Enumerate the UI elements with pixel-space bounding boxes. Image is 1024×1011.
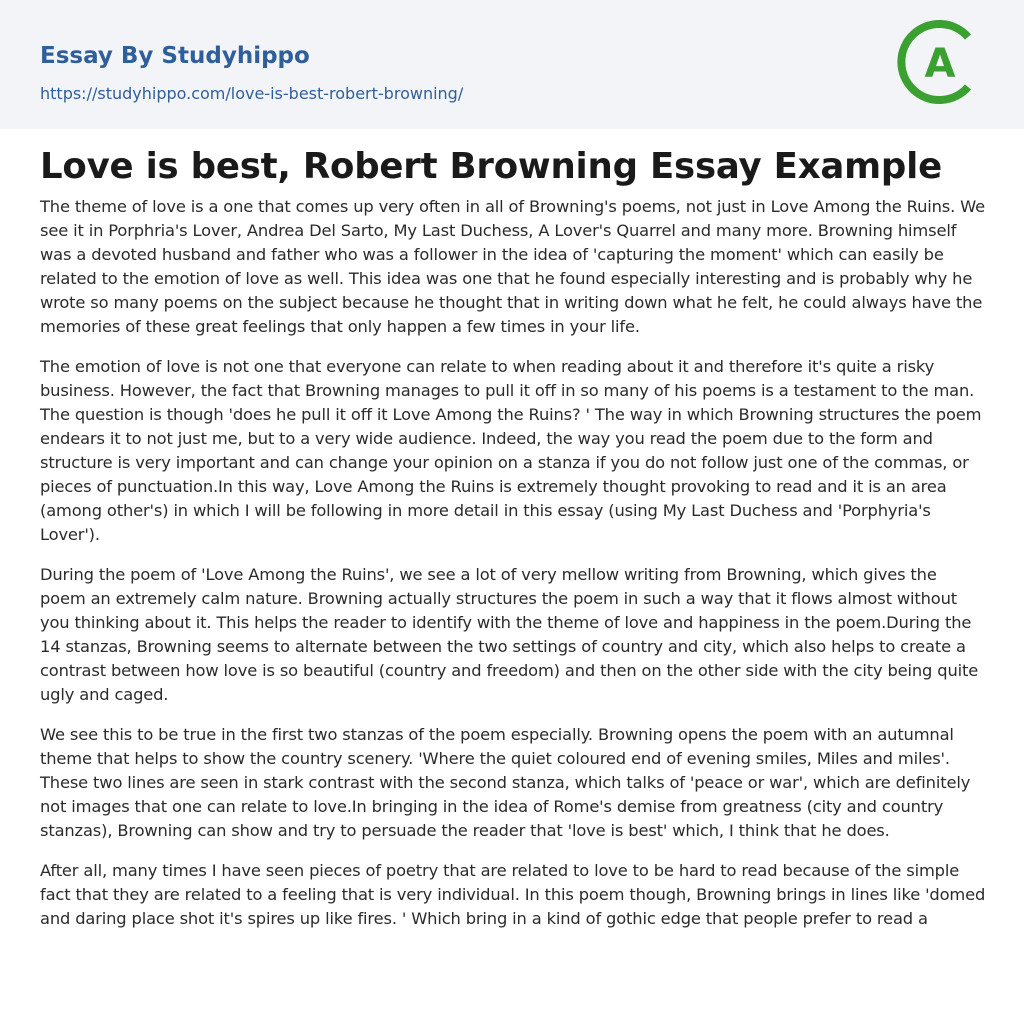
essay-body bbox=[40, 195, 986, 947]
essay-paragraph: The emotion of love is not one that everyone can relate to when reading about it and therefore it's quite a risky business. However, the fact that Browning manages to pull it off in so many of his poems is a testament to the man. The question is though 'does he pull it off it Love Among the Ruins? ' The way in which Browning structures the poem endears it to not just me, but to a very wide audience. Indeed, the way you read the poem due to the form and structure is very important and can change your opinion on a stanza if you do not follow just one of the commas, or pieces of punctuation.In this way, Love Among the Ruins is extremely thought provoking to read and it is an area (among other's) in which I will be following in more detail in this essay (using My Last Duchess and 'Porphyria's Lover'). bbox=[40, 357, 982, 544]
essay-paragraph: The theme of love is a one that comes up very often in all of Browning's poems, not just in Love Among the Ruins. We see it in Porphria's Lover, Andrea Del Sarto, My Last Duchess, A Lover's Quarrel and many more. Browning himself was a devoted husband and father who was a follower in the idea of 'capturing the moment' which can easily be related to the emotion of love as well. This idea was one that he found especially interesting and is probably why he wrote so many poems on the subject because he thought that in writing down what he felt, he could always have the memories of these great feelings that only happen a few times in your life. bbox=[40, 197, 986, 336]
essay-paragraph: We see this to be true in the first two stanzas of the poem especially. Browning opens the poem with an autumnal theme that helps to show the country scenery. 'Where the quiet coloured end of evening smiles, Miles and miles'. These two lines are seen in stark contrast with the second stanza, which talks of 'peace or war', which are definitely not images that one can relate to love.In bringing in the idea of Rome's demise from greatness (city and country stanzas), Browning can show and try to persuade the reader that 'love is best' which, I think that he does. bbox=[40, 725, 971, 840]
logo-letter: A bbox=[924, 41, 956, 87]
site-brand[interactable]: Essay By Studyhippo bbox=[40, 43, 310, 69]
essay-paragraph: After all, many times I have seen pieces of poetry that are related to love to be hard to read because of the simple fact that they are related to a feeling that is very individual. In this poem though, Browning brings in lines like 'domed and daring place shot it's spires up like fires. ' Which bring in a kind of gothic edge that people prefer to read a bbox=[40, 861, 986, 928]
page-url-link[interactable]: https://studyhippo.com/love-is-best-robert-browning/ bbox=[40, 84, 464, 103]
essay-paragraph: During the poem of 'Love Among the Ruins', we see a lot of very mellow writing from Browning, which gives the poem an extremely calm nature. Browning actually structures the poem in such a way that it flows almost without you thinking about it. This helps the reader to identify with the theme of love and happiness in the poem.During the 14 stanzas, Browning seems to alternate between the two settings of country and city, which also helps to create a contrast between how love is so beautiful (country and freedom) and then on the other side with the city being quite ugly and caged. bbox=[40, 565, 979, 704]
page-title: Love is best, Robert Browning Essay Example bbox=[40, 146, 942, 187]
